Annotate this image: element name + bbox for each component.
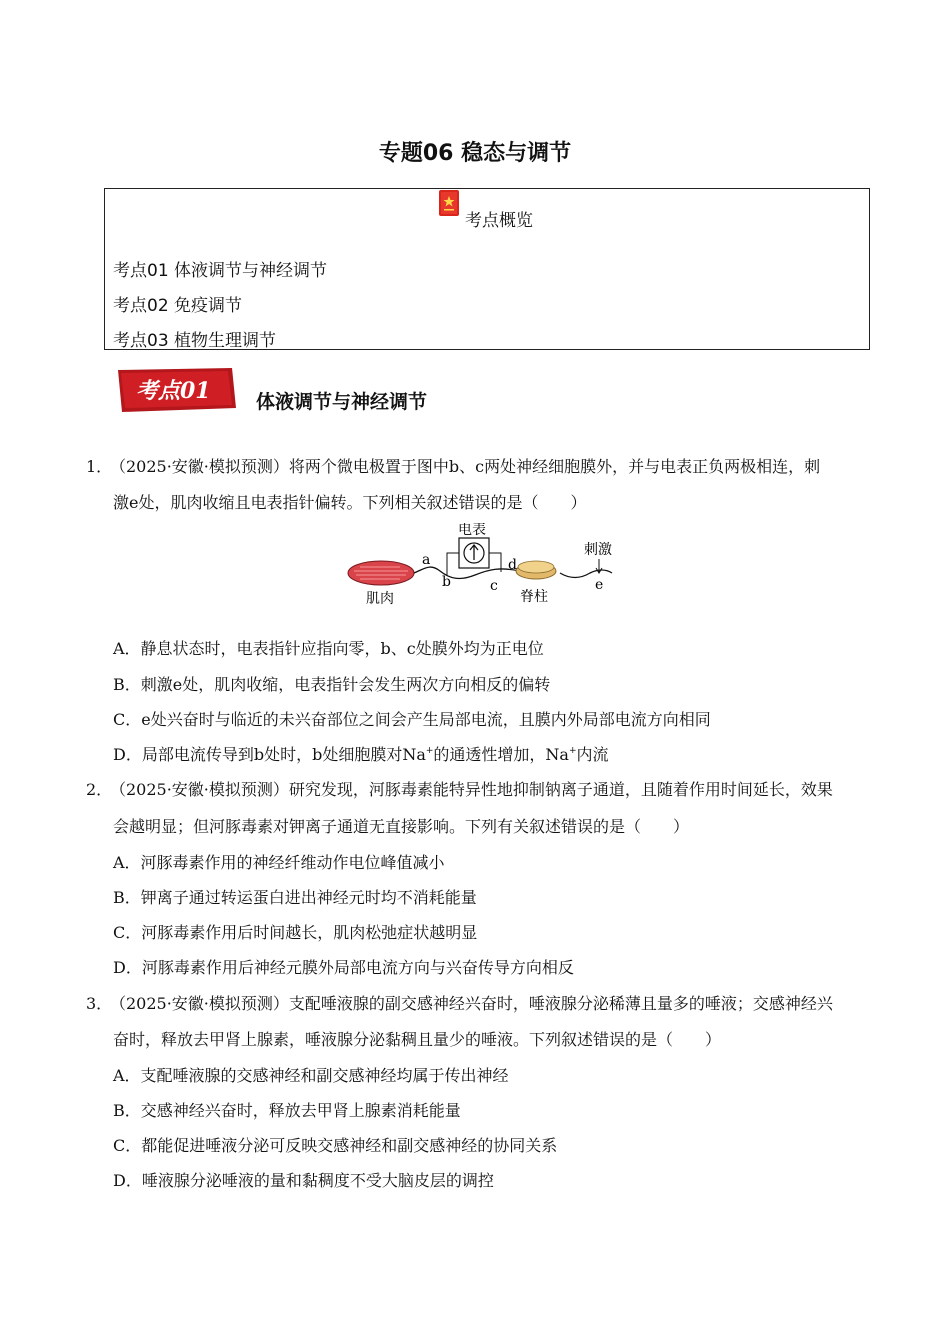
nerve-diagram [340, 523, 630, 609]
section-badge [118, 368, 238, 412]
label-a: a [422, 552, 431, 568]
label-meter: 电表 [458, 523, 486, 538]
section-badge-text: 考点01 [136, 378, 211, 404]
label-stimulus: 刺激 [584, 542, 612, 558]
label-muscle: 肌肉 [366, 591, 394, 607]
overview-item-2: 考点02 免疫调节 [113, 296, 243, 316]
q3-number: 3． [86, 994, 113, 1013]
overview-item-1: 考点01 体液调节与神经调节 [113, 261, 328, 281]
q2-stem-line2: 会越明显；但河豚毒素对钾离子通道无直接影响。下列有关叙述错误的是（ ） [113, 817, 690, 836]
q1-number: 1． [86, 457, 113, 476]
label-b: b [442, 574, 451, 590]
q2-number: 2． [86, 780, 113, 799]
q3-stem-line2: 奋时，释放去甲肾上腺素，唾液腺分泌黏稠且量少的唾液。下列叙述错误的是（ ） [113, 1030, 722, 1049]
section-title: 体液调节与神经调节 [256, 391, 428, 413]
overview-item-3: 考点03 植物生理调节 [113, 331, 277, 351]
page-title: 专题06 稳态与调节 [378, 141, 572, 166]
label-spine: 脊柱 [520, 589, 548, 605]
q3-option-a: A．支配唾液腺的交感神经和副交感神经均属于传出神经 [113, 1066, 509, 1085]
q1-option-a: A．静息状态时，电表指针应指向零，b、c处膜外均为正电位 [113, 639, 544, 658]
q1-stem-line2: 激e处，肌肉收缩且电表指针偏转。下列相关叙述错误的是（ ） [113, 493, 587, 512]
q1-stem-line1: （2025·安徽·模拟预测）将两个微电极置于图中b、c两处神经细胞膜外，并与电表正负两极相连，刺 [110, 457, 821, 476]
q1-option-d: D．局部电流传导到b处时，b处细胞膜对Na+的通透性增加，Na+内流 [113, 745, 609, 764]
q3-option-c: C．都能促进唾液分泌可反映交感神经和副交感神经的协同关系 [113, 1136, 558, 1155]
book-icon [438, 189, 460, 217]
overview-heading: 考点概览 [465, 211, 533, 231]
q2-option-b: B．钾离子通过转运蛋白进出神经元时均不消耗能量 [113, 888, 477, 907]
q1-option-c: C．e处兴奋时与临近的未兴奋部位之间会产生局部电流，且膜内外局部电流方向相同 [113, 710, 711, 729]
label-d: d [508, 557, 517, 573]
q3-stem-line1: （2025·安徽·模拟预测）支配唾液腺的副交感神经兴奋时，唾液腺分泌稀薄且量多的唾液；交感神经兴 [110, 994, 833, 1013]
q3-option-d: D．唾液腺分泌唾液的量和黏稠度不受大脑皮层的调控 [113, 1171, 494, 1190]
q2-option-c: C．河豚毒素作用后时间越长，肌肉松弛症状越明显 [113, 923, 478, 942]
q3-option-b: B．交感神经兴奋时，释放去甲肾上腺素消耗能量 [113, 1101, 461, 1120]
label-e: e [595, 577, 604, 593]
q2-stem-line1: （2025·安徽·模拟预测）研究发现，河豚毒素能特异性地抑制钠离子通道，且随着作用时间延长，效果 [110, 780, 833, 799]
q1-option-b: B．刺激e处，肌肉收缩，电表指针会发生两次方向相反的偏转 [113, 675, 551, 694]
q2-option-d: D．河豚毒素作用后神经元膜外局部电流方向与兴奋传导方向相反 [113, 958, 574, 977]
label-c: c [490, 578, 498, 594]
q2-option-a: A．河豚毒素作用的神经纤维动作电位峰值减小 [113, 853, 445, 872]
